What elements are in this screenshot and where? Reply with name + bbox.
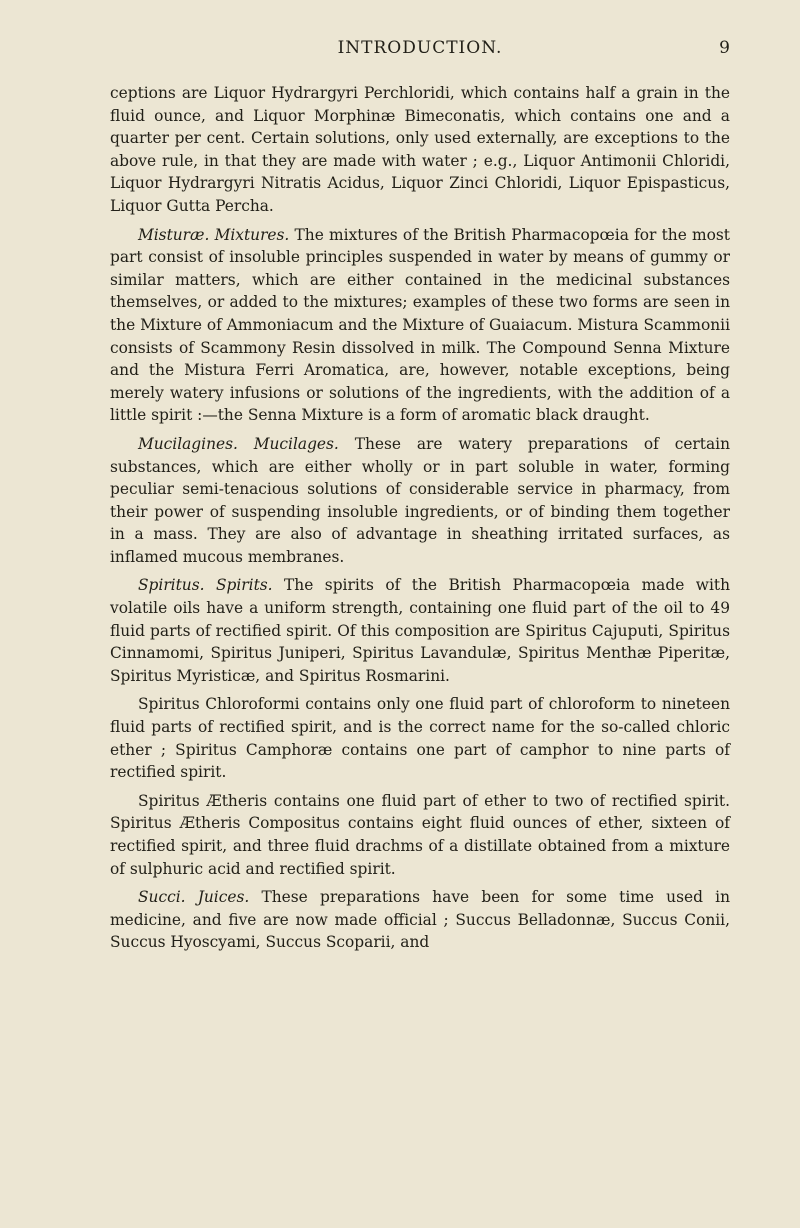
- section-term: Spiritus. Spirits.: [138, 576, 273, 595]
- paragraph-spiritus-chloroformi: [110, 693, 730, 783]
- paragraph-text: ceptions are Liquor Hydrargyri Perchloridi, which contains half a grain in the fluid ounce, and Liquor Morphinæ Bimeconatis, which contains one and a quarter per cent. Certain solutions, only used externally, are exceptions to the above rule, in that they are made with water ; e.g., Liquor Antimonii Chloridi, Liquor Hydrargyri Nitratis Acidus, Liquor Zinci Chloridi, Liquor Epispasticus, Liquor Gutta Percha.: [110, 84, 730, 215]
- page-number: 9: [719, 38, 730, 58]
- running-head: INTRODUCTION.: [337, 38, 503, 58]
- paragraph-text: These are watery preparations of certain substances, which are either wholly or in part soluble in water, forming peculiar semi-tenacious solutions of considerable service in pharmacy, from their power of suspending insoluble ingredients, or of binding them together in a mass. They are also of advantage in sheathing irritated surfaces, as inflamed mucous membranes.: [110, 434, 730, 566]
- paragraph-text: The mixtures of the British Pharmacopœia for the most part consist of insoluble principles suspended in water by means of gummy or similar matters, which are either contained in the medicinal substances themselves, or added to the mixtures; examples of these two forms are seen in the Mixture of Ammoniacum and the Mixture of Guaiacum. Mistura Scammonii consists of Scammony Resin dissolved in milk. The Compound Senna Mixture and the Mistura Ferri Aromatica, are, however, notable exceptions, being merely watery infusions or solutions of the ingredients, with the addition of a little spirit :—the Senna Mixture is a form of aromatic black draught.: [110, 225, 731, 425]
- paragraph-text: The spirits of the British Pharmacopœia made with volatile oils have a uniform strength, containing one fluid part of the oil to 49 fluid parts of rectified spirit. Of this composition are Spiritus Cajuputi, Spiritus Cinnamomi, Spiritus Juniperi, Spiritus Lavandulæ, Spiritus Menthæ Piperitæ, Spiritus Myristicæ, and Spiritus Rosmarini.: [110, 576, 730, 685]
- page-header: [110, 38, 730, 64]
- paragraph-misturae: [110, 224, 730, 427]
- section-term: Succi. Juices.: [138, 888, 250, 907]
- section-term: Mucilagines. Mucilages.: [138, 434, 339, 453]
- paragraph-continuation: [110, 82, 730, 218]
- paragraph-spiritus-aetheris: [110, 790, 730, 880]
- body-text: [110, 82, 730, 954]
- paragraph-text: These preparations have been for some time used in medicine, and five are now made official ; Succus Belladonnæ, Succus Conii, Succus Hyoscyami, Succus Scoparii, and: [110, 888, 730, 952]
- paragraph-text: Spiritus Chloroformi contains only one fluid part of chloroform to nineteen fluid parts of rectified spirit, and is the correct name for the so-called chloric ether ; Spiritus Camphoræ contains one part of camphor to nine parts of rectified spirit.: [110, 695, 730, 782]
- section-term: Misturæ. Mixtures.: [138, 225, 290, 244]
- paragraph-mucilagines: [110, 433, 730, 569]
- paragraph-succi: [110, 886, 730, 954]
- paragraph-text: Spiritus Ætheris contains one fluid part of ether to two of rectified spirit. Spiritus Ætheris Compositus contains eight fluid ounces of ether, sixteen of rectified spirit, and three fluid drachms of a distillate obtained from a mixture of sulphuric acid and rectified spirit.: [110, 791, 730, 878]
- paragraph-spiritus: [110, 574, 730, 687]
